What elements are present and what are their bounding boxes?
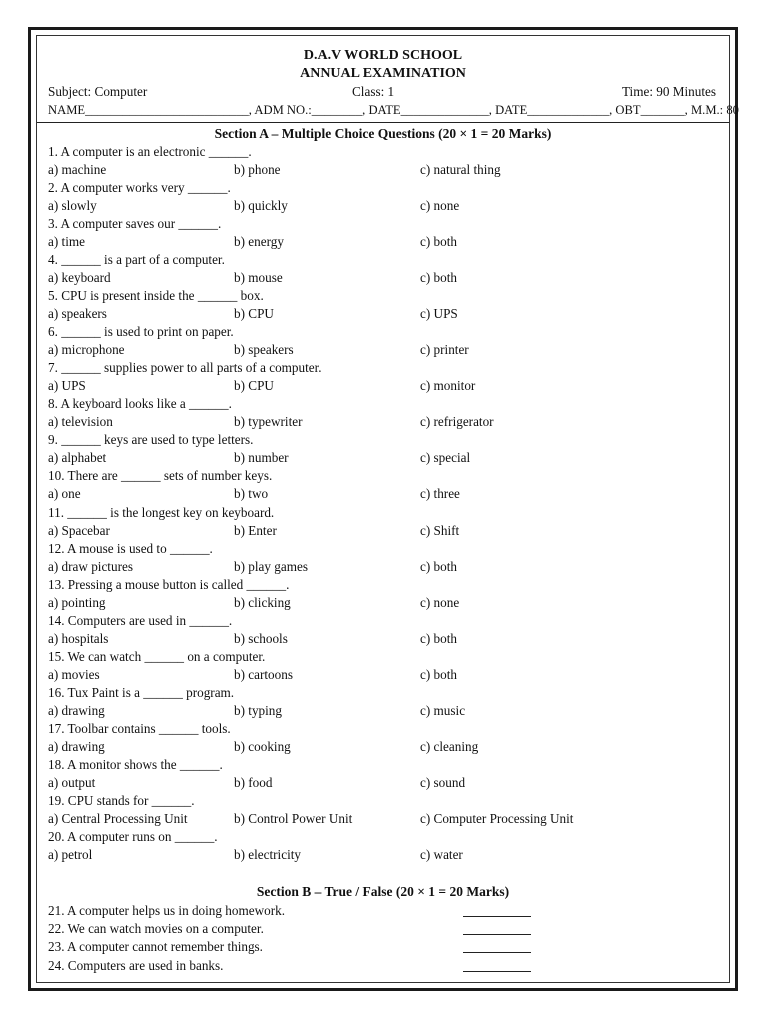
- option-a: a) hospitals: [48, 630, 109, 646]
- question-text: 1. A computer is an electronic ______.: [48, 144, 252, 159]
- question-text: 16. Tux Paint is a ______ program.: [48, 684, 235, 700]
- question-text: 11. ______ is the longest key on keyboard.: [48, 504, 275, 520]
- option-a: a) movies: [48, 666, 100, 682]
- option-a: a) Spacebar: [48, 522, 110, 538]
- true-false-statement: 21. A computer helps us in doing homework.: [48, 903, 285, 918]
- option-c: c) sound: [420, 774, 466, 790]
- option-b: b) speakers: [234, 342, 294, 358]
- option-a: a) slowly: [48, 198, 97, 214]
- question-text: 17. Toolbar contains ______ tools.: [48, 720, 231, 736]
- true-false-statement: 22. We can watch movies on a computer.: [48, 921, 264, 937]
- question-text: 19. CPU stands for ______.: [48, 792, 195, 808]
- section-a-title: Section A – Multiple Choice Questions (20 × 1 = 20 Marks): [214, 126, 552, 141]
- school-name: D.A.V WORLD SCHOOL: [303, 48, 463, 63]
- section-b-title: Section B – True / False (20 × 1 = 20 Marks): [256, 884, 510, 899]
- option-a: a) television: [48, 414, 113, 430]
- option-a: a) drawing: [48, 702, 105, 718]
- option-c: c) both: [420, 666, 457, 682]
- question-text: 3. A computer saves our ______.: [48, 216, 222, 232]
- option-a: a) one: [48, 486, 81, 502]
- option-b: b) electricity: [234, 846, 301, 862]
- option-a: a) keyboard: [48, 270, 111, 286]
- question-text: 13. Pressing a mouse button is called ______.: [48, 576, 290, 592]
- option-c: c) special: [420, 450, 471, 466]
- option-b: b) cooking: [234, 738, 291, 754]
- option-b: b) CPU: [234, 306, 274, 322]
- time-label: Time: 90 Minutes: [621, 84, 716, 99]
- option-c: c) natural thing: [420, 162, 501, 177]
- answer-blank[interactable]: [463, 957, 531, 972]
- option-c: c) both: [420, 558, 457, 574]
- option-c: c) both: [420, 630, 457, 646]
- option-c: c) monitor: [420, 378, 476, 394]
- question-text: 20. A computer runs on ______.: [48, 828, 218, 844]
- option-c: c) cleaning: [420, 738, 479, 754]
- question-text: 6. ______ is used to print on paper.: [48, 324, 234, 340]
- question-text: 12. A mouse is used to ______.: [48, 540, 213, 556]
- option-c: c) both: [420, 234, 457, 250]
- option-b: b) Enter: [234, 522, 277, 538]
- option-a: a) draw pictures: [48, 558, 133, 574]
- exam-paper-border: [28, 27, 738, 991]
- student-details-line: NAME__________________________, ADM NO.:________, DATE______________, DATE_____________, OBT_______, M.M.: 80: [48, 103, 739, 117]
- option-c: c) water: [420, 846, 463, 862]
- option-a: a) microphone: [48, 342, 125, 358]
- question-text: 15. We can watch ______ on a computer.: [48, 648, 266, 664]
- option-b: b) quickly: [234, 198, 288, 214]
- question-text: 18. A monitor shows the ______.: [48, 756, 223, 772]
- option-c: c) printer: [420, 342, 469, 358]
- option-b: b) CPU: [234, 378, 274, 394]
- answer-blank[interactable]: [463, 902, 531, 917]
- question-text: 5. CPU is present inside the ______ box.: [48, 288, 264, 304]
- option-c: c) none: [420, 198, 460, 214]
- option-a: a) time: [48, 234, 85, 250]
- option-c: c) Computer Processing Unit: [420, 810, 574, 826]
- option-a: a) Central Processing Unit: [48, 810, 188, 826]
- question-text: 2. A computer works very ______.: [48, 180, 231, 196]
- option-a: a) alphabet: [48, 450, 107, 466]
- option-c: c) three: [420, 486, 460, 502]
- exam-title: ANNUAL EXAMINATION: [300, 66, 466, 81]
- option-a: a) UPS: [48, 378, 86, 394]
- option-b: b) phone: [234, 162, 281, 177]
- option-b: b) two: [234, 486, 269, 502]
- true-false-statement: 23. A computer cannot remember things.: [48, 939, 263, 955]
- option-c: c) music: [420, 702, 466, 718]
- option-a: a) output: [48, 774, 96, 790]
- question-text: 9. ______ keys are used to type letters.: [48, 432, 254, 448]
- option-b: b) mouse: [234, 270, 283, 286]
- question-text: 14. Computers are used in ______.: [48, 612, 233, 628]
- option-b: b) energy: [234, 234, 284, 250]
- option-a: a) speakers: [48, 306, 107, 322]
- option-c: c) Shift: [420, 522, 460, 538]
- question-text: 4. ______ is a part of a computer.: [48, 252, 225, 268]
- option-b: b) number: [234, 450, 289, 466]
- option-c: c) none: [420, 594, 460, 610]
- option-b: b) schools: [234, 630, 288, 646]
- option-b: b) play games: [234, 558, 308, 574]
- option-b: b) typing: [234, 702, 282, 718]
- question-text: 10. There are ______ sets of number keys.: [48, 468, 273, 484]
- option-a: a) drawing: [48, 738, 105, 754]
- option-a: a) petrol: [48, 846, 93, 862]
- option-c: c) refrigerator: [420, 414, 494, 430]
- option-b: b) Control Power Unit: [234, 810, 353, 826]
- option-b: b) clicking: [234, 594, 291, 610]
- class-label: Class: 1: [352, 84, 395, 99]
- option-c: c) both: [420, 270, 457, 286]
- option-a: a) pointing: [48, 594, 106, 610]
- option-c: c) UPS: [420, 306, 458, 322]
- answer-blank[interactable]: [463, 938, 531, 953]
- header-divider: [37, 122, 729, 123]
- question-text: 7. ______ supplies power to all parts of a computer.: [48, 360, 322, 376]
- option-b: b) food: [234, 774, 273, 790]
- option-b: b) typewriter: [234, 414, 303, 430]
- answer-blank[interactable]: [463, 920, 531, 935]
- subject-label: Subject: Computer: [48, 84, 148, 99]
- exam-paper: [36, 35, 739, 983]
- true-false-statement: 24. Computers are used in banks.: [48, 957, 224, 973]
- question-text: 8. A keyboard looks like a ______.: [48, 396, 232, 412]
- option-a: a) machine: [48, 162, 107, 177]
- option-b: b) cartoons: [234, 666, 293, 682]
